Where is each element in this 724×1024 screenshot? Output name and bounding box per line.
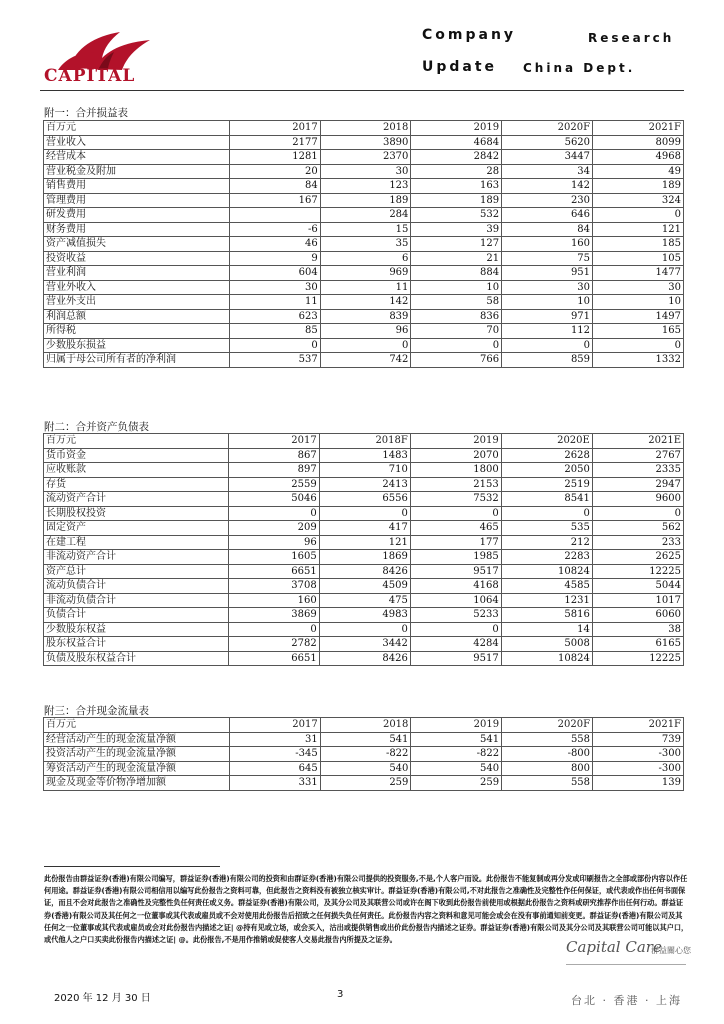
table-cell: 2019	[410, 434, 501, 449]
table-cell: 8099	[593, 135, 684, 150]
row-label: 负债合计	[44, 608, 229, 623]
table-cell: 11	[230, 295, 321, 310]
table-cell: 6651	[228, 564, 319, 579]
table-cell: 0	[319, 506, 410, 521]
table-row	[44, 747, 684, 762]
table-cell: 710	[319, 463, 410, 478]
header-research: Research	[588, 31, 675, 45]
table-cell: 123	[320, 179, 411, 194]
row-label: 营业收入	[44, 135, 230, 150]
table-cell: 7532	[410, 492, 501, 507]
table-cell: 160	[228, 593, 319, 608]
table-cell: 189	[593, 179, 684, 194]
table-cell: 540	[320, 761, 411, 776]
table-row	[44, 637, 684, 652]
row-label: 资产总计	[44, 564, 229, 579]
table-cell: -345	[230, 747, 321, 762]
table-row	[44, 266, 684, 281]
table-row	[44, 164, 684, 179]
row-label: 研发费用	[44, 208, 230, 223]
table-cell: 14	[501, 622, 592, 637]
table-cell: 0	[230, 338, 321, 353]
table-cell: 2018	[320, 718, 411, 733]
table-cell: 2020E	[501, 434, 592, 449]
table-cell: 70	[411, 324, 502, 339]
table-cell	[230, 208, 321, 223]
table-cell: 39	[411, 222, 502, 237]
table-cell: 5233	[410, 608, 501, 623]
table-cell: 6165	[592, 637, 683, 652]
table-cell: 541	[320, 732, 411, 747]
income-statement-title: 附一：合并损益表	[44, 107, 128, 119]
table-cell: 142	[502, 179, 593, 194]
table-cell: 839	[320, 309, 411, 324]
page-number: 3	[337, 989, 344, 1000]
table-cell: 3708	[228, 579, 319, 594]
table-cell: 2628	[501, 448, 592, 463]
table-cell: -800	[502, 747, 593, 762]
table-cell: 2018	[320, 121, 411, 136]
table-row	[44, 477, 684, 492]
table-cell: 163	[411, 179, 502, 194]
balance-sheet-table	[43, 433, 684, 666]
table-cell: 139	[593, 776, 684, 791]
table-cell: 1800	[410, 463, 501, 478]
row-label: 少数股东权益	[44, 622, 229, 637]
table-cell: 127	[411, 237, 502, 252]
table-cell: 2519	[501, 477, 592, 492]
row-label: 百万元	[44, 121, 230, 136]
table-cell: 5046	[228, 492, 319, 507]
logo-text: CAPITAL	[44, 66, 136, 86]
row-label: 利润总额	[44, 309, 230, 324]
table-row	[44, 448, 684, 463]
table-cell: 971	[502, 309, 593, 324]
table-cell: 766	[411, 353, 502, 368]
table-cell: 0	[502, 338, 593, 353]
table-cell: 3447	[502, 150, 593, 165]
table-cell: 11	[320, 280, 411, 295]
table-cell: 2050	[501, 463, 592, 478]
table-cell: 2413	[319, 477, 410, 492]
table-cell: 2019	[411, 718, 502, 733]
table-row	[44, 324, 684, 339]
table-cell: 2021F	[593, 121, 684, 136]
table-cell: 562	[592, 521, 683, 536]
table-cell: 209	[228, 521, 319, 536]
table-cell: 417	[319, 521, 410, 536]
table-cell: 5620	[502, 135, 593, 150]
table-cell: 0	[410, 506, 501, 521]
table-cell: -822	[411, 747, 502, 762]
row-label: 流动资产合计	[44, 492, 229, 507]
row-label: 非流动负债合计	[44, 593, 229, 608]
table-cell: 12225	[592, 651, 683, 666]
table-cell: 645	[230, 761, 321, 776]
table-cell: 537	[230, 353, 321, 368]
table-row	[44, 608, 684, 623]
table-cell: -300	[593, 747, 684, 762]
table-cell: 1332	[593, 353, 684, 368]
table-cell: 2370	[320, 150, 411, 165]
table-cell: 6	[320, 251, 411, 266]
row-label: 长期股权投资	[44, 506, 229, 521]
table-cell: 4684	[411, 135, 502, 150]
table-cell: 2070	[410, 448, 501, 463]
table-cell: 6651	[228, 651, 319, 666]
table-cell: 177	[410, 535, 501, 550]
table-cell: 1281	[230, 150, 321, 165]
table-cell: 800	[502, 761, 593, 776]
row-label: 投资收益	[44, 251, 230, 266]
table-cell: 2559	[228, 477, 319, 492]
table-row	[44, 535, 684, 550]
table-cell: 884	[411, 266, 502, 281]
table-row	[44, 506, 684, 521]
table-cell: 233	[592, 535, 683, 550]
table-cell: 1497	[593, 309, 684, 324]
table-row	[44, 237, 684, 252]
table-row	[44, 251, 684, 266]
table-row	[44, 564, 684, 579]
row-label: 存货	[44, 477, 229, 492]
row-label: 投资活动产生的现金流量净额	[44, 747, 230, 762]
table-row	[44, 761, 684, 776]
table-cell: 10824	[501, 564, 592, 579]
table-cell: 34	[502, 164, 593, 179]
table-cell: 604	[230, 266, 321, 281]
table-cell: 84	[502, 222, 593, 237]
table-cell: 2782	[228, 637, 319, 652]
table-cell: 8426	[319, 651, 410, 666]
row-label: 经营成本	[44, 150, 230, 165]
table-cell: 2018F	[319, 434, 410, 449]
table-row	[44, 295, 684, 310]
table-cell: 85	[230, 324, 321, 339]
table-cell: 0	[411, 338, 502, 353]
table-cell: 30	[320, 164, 411, 179]
row-label: 管理费用	[44, 193, 230, 208]
table-cell: 2017	[230, 121, 321, 136]
table-row	[44, 550, 684, 565]
table-cell: 1605	[228, 550, 319, 565]
table-cell: 6060	[592, 608, 683, 623]
table-cell: 532	[411, 208, 502, 223]
table-cell: 96	[320, 324, 411, 339]
row-label: 经营活动产生的现金流量净额	[44, 732, 230, 747]
table-cell: 230	[502, 193, 593, 208]
table-row	[44, 193, 684, 208]
row-label: 归属于母公司所有者的净利润	[44, 353, 230, 368]
table-cell: 623	[230, 309, 321, 324]
table-cell: 15	[320, 222, 411, 237]
table-cell: 9600	[592, 492, 683, 507]
income-statement-table	[43, 120, 684, 368]
table-cell: 8541	[501, 492, 592, 507]
row-label: 销售费用	[44, 179, 230, 194]
table-row	[44, 338, 684, 353]
table-cell: -300	[593, 761, 684, 776]
row-label: 负债及股东权益合计	[44, 651, 229, 666]
table-cell: -6	[230, 222, 321, 237]
table-cell: 10	[593, 295, 684, 310]
table-cell: 0	[593, 208, 684, 223]
footer-cities: 台北 · 香港 · 上海	[571, 994, 682, 1007]
table-cell: 558	[502, 732, 593, 747]
row-label: 营业税金及附加	[44, 164, 230, 179]
capital-care-brand: Capital Care	[566, 938, 662, 956]
header-dept: China Dept.	[523, 61, 636, 75]
table-cell: 284	[320, 208, 411, 223]
footer-date: 2020 年 12 月 30 日	[54, 993, 151, 1004]
table-row	[44, 732, 684, 747]
cash-flow-title: 附三：合并现金流量表	[44, 705, 149, 717]
table-row	[44, 622, 684, 637]
table-cell: 1483	[319, 448, 410, 463]
table-cell: 3442	[319, 637, 410, 652]
table-cell: 6556	[319, 492, 410, 507]
table-cell: 75	[502, 251, 593, 266]
table-row	[44, 593, 684, 608]
table-cell: 0	[410, 622, 501, 637]
table-cell: 4509	[319, 579, 410, 594]
table-cell: 2021F	[593, 718, 684, 733]
header-company: Company	[422, 27, 517, 43]
row-label: 应收账款	[44, 463, 229, 478]
table-cell: 9517	[410, 651, 501, 666]
table-cell: 535	[501, 521, 592, 536]
table-header-row	[44, 121, 684, 136]
table-row	[44, 179, 684, 194]
table-cell: -822	[320, 747, 411, 762]
table-row	[44, 135, 684, 150]
table-cell: 558	[502, 776, 593, 791]
table-row	[44, 150, 684, 165]
table-cell: 5044	[592, 579, 683, 594]
table-cell: 5816	[501, 608, 592, 623]
table-cell: 185	[593, 237, 684, 252]
footnote-divider	[44, 866, 220, 867]
table-cell: 0	[320, 338, 411, 353]
table-cell: 105	[593, 251, 684, 266]
table-cell: 9	[230, 251, 321, 266]
capital-care-brand-cn: 群益關心您	[651, 946, 691, 955]
row-label: 股东权益合计	[44, 637, 229, 652]
table-cell: 4284	[410, 637, 501, 652]
row-label: 非流动资产合计	[44, 550, 229, 565]
table-cell: 10824	[501, 651, 592, 666]
table-cell: 142	[320, 295, 411, 310]
table-row	[44, 280, 684, 295]
table-cell: 30	[502, 280, 593, 295]
cash-flow-table	[43, 717, 684, 791]
table-cell: 2020F	[502, 121, 593, 136]
table-cell: 0	[319, 622, 410, 637]
table-cell: 10	[502, 295, 593, 310]
table-cell: 2625	[592, 550, 683, 565]
table-cell: 897	[228, 463, 319, 478]
table-cell: 540	[411, 761, 502, 776]
table-cell: 212	[501, 535, 592, 550]
row-label: 固定资产	[44, 521, 229, 536]
table-cell: 4968	[593, 150, 684, 165]
table-cell: 0	[593, 338, 684, 353]
table-cell: 84	[230, 179, 321, 194]
row-label: 现金及现金等价物净增加额	[44, 776, 230, 791]
table-cell: 121	[319, 535, 410, 550]
table-cell: 331	[230, 776, 321, 791]
table-cell: 465	[410, 521, 501, 536]
table-cell: 21	[411, 251, 502, 266]
table-cell: 646	[502, 208, 593, 223]
table-cell: 1985	[410, 550, 501, 565]
table-cell: 475	[319, 593, 410, 608]
table-row	[44, 521, 684, 536]
disclaimer-text: 此份报告由群益证券(香港)有限公司编写，群益证券(香港)有限公司的投资和由群证券(香港)有限公司提供的投资服务,不是,个人客户而设。此份报告不能复制或再分发或印刷报告之全部或部份内容以作任何用途。群益证券(香港)有限公司相信用以编写此份报告之资料可靠，但此报告之资料没有被独立核实审计。群益证券(香港)有限公司,不对此报告之准确性及完整性作任何保证，或代表或作出任何书面保证，而且不会对此报告之准确性及完整性负任何责任或义务。群益证券(香港)有限公司，及其分公司及其联营公司或许在阁下收到此份报告前使用或根据此份报告之资料或研究推荐作出任何行动。群益证券(香港)有限公司及其任何之一位董事或其代表或雇员或不会对使用此份报告后招致之任何损失负任何责任。此份报告内容之资料和意见可能会或会在没有事前通知前变更。群益证券(香港)有限公司及其任何之一位董事或其代表或雇员或会对此份报告内描述之证| @持有见或立场，或会买入，沽出或提供销售或出价此份报告内描述之证券。群益证券(香港)有限公司及其分公司及其联营公司可能以其户口，或代他人之户口买卖此份报告内描述之证| @。此份报告,不是用作推销或促使客人交易此报告内所提及之证券。	[44, 874, 689, 945]
table-cell: 2019	[411, 121, 502, 136]
table-cell: 2177	[230, 135, 321, 150]
table-cell: 167	[230, 193, 321, 208]
table-cell: 0	[592, 506, 683, 521]
table-cell: 969	[320, 266, 411, 281]
row-label: 百万元	[44, 434, 229, 449]
table-cell: 739	[593, 732, 684, 747]
row-label: 少数股东损益	[44, 338, 230, 353]
table-cell: 2947	[592, 477, 683, 492]
table-cell: 2767	[592, 448, 683, 463]
table-cell: 96	[228, 535, 319, 550]
row-label: 百万元	[44, 718, 230, 733]
table-cell: 28	[411, 164, 502, 179]
table-cell: 2283	[501, 550, 592, 565]
row-label: 货币资金	[44, 448, 229, 463]
table-cell: 46	[230, 237, 321, 252]
table-cell: 160	[502, 237, 593, 252]
row-label: 营业利润	[44, 266, 230, 281]
table-cell: 859	[502, 353, 593, 368]
table-cell: 742	[320, 353, 411, 368]
table-cell: 12225	[592, 564, 683, 579]
table-cell: 4168	[410, 579, 501, 594]
table-cell: 9517	[410, 564, 501, 579]
table-cell: 1477	[593, 266, 684, 281]
table-cell: 4585	[501, 579, 592, 594]
table-cell: 1869	[319, 550, 410, 565]
row-label: 营业外收入	[44, 280, 230, 295]
table-cell: 324	[593, 193, 684, 208]
table-cell: 0	[228, 506, 319, 521]
row-label: 财务费用	[44, 222, 230, 237]
table-cell: 1017	[592, 593, 683, 608]
table-cell: 165	[593, 324, 684, 339]
table-cell: 951	[502, 266, 593, 281]
table-cell: 8426	[319, 564, 410, 579]
table-cell: 259	[411, 776, 502, 791]
table-cell: 58	[411, 295, 502, 310]
table-cell: 10	[411, 280, 502, 295]
row-label: 资产减值损失	[44, 237, 230, 252]
header-update: Update	[422, 59, 498, 75]
table-cell: 0	[228, 622, 319, 637]
table-cell: 189	[320, 193, 411, 208]
table-cell: 2020F	[502, 718, 593, 733]
table-cell: 2335	[592, 463, 683, 478]
row-label: 所得税	[44, 324, 230, 339]
table-cell: 4983	[319, 608, 410, 623]
table-cell: 1064	[410, 593, 501, 608]
row-label: 流动负债合计	[44, 579, 229, 594]
balance-sheet-title: 附二：合并资产负债表	[44, 421, 149, 433]
table-cell: 30	[593, 280, 684, 295]
table-header-row	[44, 434, 684, 449]
row-label: 在建工程	[44, 535, 229, 550]
table-cell: 2021E	[592, 434, 683, 449]
table-row	[44, 463, 684, 478]
table-cell: 0	[501, 506, 592, 521]
table-header-row	[44, 718, 684, 733]
table-row	[44, 579, 684, 594]
table-row	[44, 208, 684, 223]
table-cell: 20	[230, 164, 321, 179]
table-cell: 836	[411, 309, 502, 324]
footer-brand-divider	[566, 964, 686, 965]
table-cell: 1231	[501, 593, 592, 608]
table-cell: 2842	[411, 150, 502, 165]
table-cell: 5008	[501, 637, 592, 652]
table-cell: 189	[411, 193, 502, 208]
table-cell: 31	[230, 732, 321, 747]
table-cell: 49	[593, 164, 684, 179]
header-divider	[40, 90, 684, 91]
table-cell: 541	[411, 732, 502, 747]
table-row	[44, 492, 684, 507]
table-cell: 112	[502, 324, 593, 339]
table-row	[44, 353, 684, 368]
table-cell: 2017	[230, 718, 321, 733]
table-cell: 30	[230, 280, 321, 295]
table-row	[44, 776, 684, 791]
table-cell: 35	[320, 237, 411, 252]
row-label: 营业外支出	[44, 295, 230, 310]
table-cell: 3890	[320, 135, 411, 150]
table-cell: 2017	[228, 434, 319, 449]
row-label: 筹资活动产生的现金流量净额	[44, 761, 230, 776]
table-cell: 259	[320, 776, 411, 791]
table-cell: 121	[593, 222, 684, 237]
table-cell: 3869	[228, 608, 319, 623]
table-cell: 38	[592, 622, 683, 637]
table-row	[44, 222, 684, 237]
table-row	[44, 309, 684, 324]
table-cell: 2153	[410, 477, 501, 492]
table-cell: 867	[228, 448, 319, 463]
table-row	[44, 651, 684, 666]
